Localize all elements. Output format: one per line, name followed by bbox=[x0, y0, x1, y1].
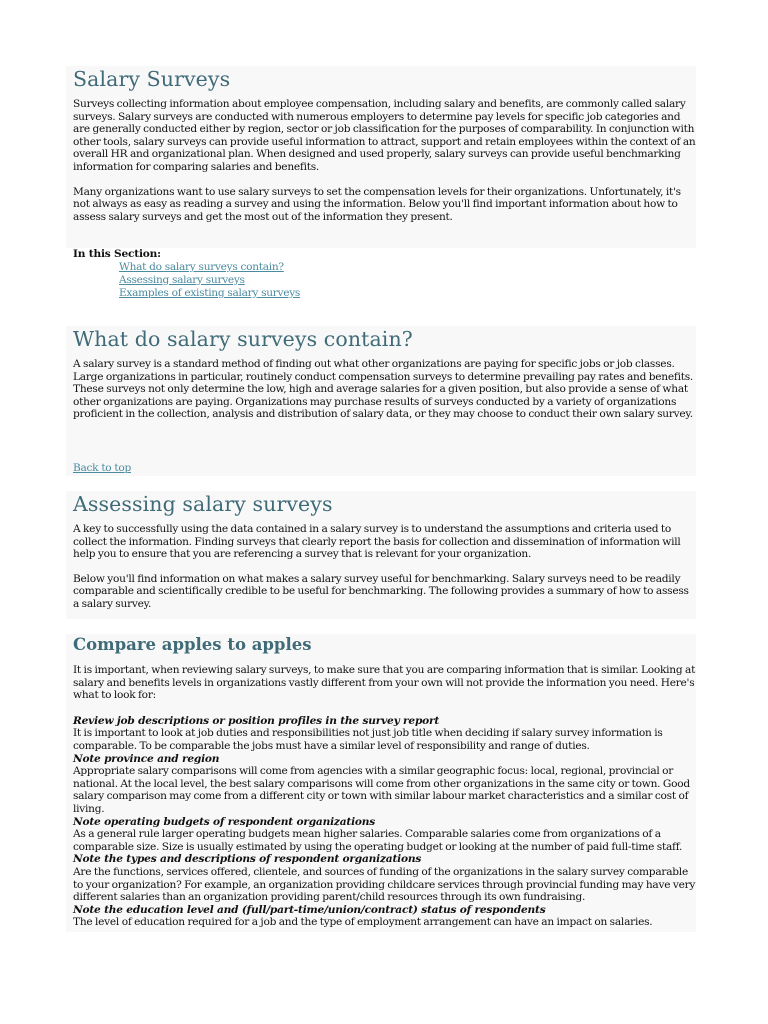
in-this-section-label: In this Section: bbox=[73, 248, 161, 260]
link-assessing-salary-surveys[interactable]: Assessing salary surveys bbox=[119, 273, 245, 286]
link-what-do-salary-surveys-contain[interactable]: What do salary surveys contain? bbox=[119, 260, 284, 273]
item-heading-organization-types: Note the types and descriptions of respondent organizations bbox=[73, 853, 422, 866]
item-heading-province-region: Note province and region bbox=[73, 752, 220, 765]
item-heading-operating-budgets: Note operating budgets of respondent organizations bbox=[73, 815, 376, 828]
salary-surveys-section bbox=[66, 66, 696, 248]
in-this-section bbox=[66, 248, 696, 300]
item-text-job-descriptions: It is important to look at job duties and responsibilities not just job title when deciding if salary survey information is comparable. To be comparable the jobs must have a similar level of responsibility and range of duties. bbox=[73, 727, 663, 752]
item-heading-job-descriptions: Review job descriptions or position profiles in the survey report bbox=[73, 714, 440, 727]
contain-section bbox=[66, 326, 696, 476]
salary-intro-paragraph: Surveys collecting information about employee compensation, including salary and benefits, are commonly called salary surveys. Salary surveys are conducted with numerous employers to determine pay levels for specific job categories and are generally conducted either by region, sector or job classification for the purposes of comparability. In conjunction with other tools, salary surveys can provide useful information to attract, support and retain employees within the context of an overall HR and organizational plan. When designed and used properly, salary surveys can provide useful benchmarking information for comparing salaries and benefits. bbox=[73, 98, 696, 173]
assessing-title: Assessing salary surveys bbox=[73, 492, 333, 516]
assessing-paragraph-1: A key to successfully using the data contained in a salary survey is to understand the assumptions and criteria used to collect the information. Finding surveys that clearly report the basis for collection and dissemination of information will help you to ensure that you are referencing a survey that is relevant for your organization. bbox=[73, 523, 681, 561]
salary-surveys-title: Salary Surveys bbox=[73, 67, 231, 91]
contain-title: What do salary surveys contain? bbox=[73, 327, 413, 351]
item-text-education-level: The level of education required for a job and the type of employment arrangement can have an impact on salaries. bbox=[73, 916, 653, 929]
assessing-section bbox=[66, 491, 696, 619]
item-text-organization-types: Are the functions, services offered, clientele, and sources of funding of the organizations in the salary survey comparable to your organization? For example, an organization providing childcare services through provincial funding may have very different salaries than an organization providing parent/child resources through its own fundraising. bbox=[73, 865, 696, 904]
item-text-operating-budgets: As a general rule larger operating budgets mean higher salaries. Comparable salaries come from organizations of a comparable size. Size is usually estimated by using the operating budget or looking at the number of paid full-time staff. bbox=[73, 828, 683, 853]
item-text-province-region: Appropriate salary comparisons will come from agencies with a similar geographic focus: local, regional, provincial or national. At the local level, the best salary comparisons will come from other organizations in the same city or town. Good salary comparison may come from a different city or town with similar labour market characteristics and a similar cost of living. bbox=[73, 765, 690, 815]
salary-usage-paragraph: Many organizations want to use salary surveys to set the compensation levels for their organizations. Unfortunately, it's not always as easy as reading a survey and using the information. Below you'll find important information about how to assess salary surveys and get the most out of the information they present. bbox=[73, 185, 681, 223]
contain-paragraph: A salary survey is a standard method of finding out what other organizations are paying for specific jobs or job classes. Large organizations in particular, routinely conduct compensation surveys to determine prevailing pay rates and benefits. These surveys not only determine the low, high and average salaries for a given position, but also provide a sense of what other organizations are paying. Organizations may purchase results of surveys conducted by a variety of organizations proficient in the collection, analysis and distribution of salary data, or they may choose to conduct their own salary survey. bbox=[73, 358, 694, 421]
item-heading-education-level: Note the education level and (full/part-time/union/contract) status of respondents bbox=[73, 903, 546, 916]
apples-title: Compare apples to apples bbox=[73, 635, 312, 654]
link-examples-of-existing-salary-surveys[interactable]: Examples of existing salary surveys bbox=[119, 286, 301, 299]
apples-item-list bbox=[73, 715, 696, 929]
apples-intro: It is important, when reviewing salary surveys, to make sure that you are comparing information that is similar. Looking at salary and benefits levels in organizations vastly different from your own will not provide the information you need. Here's what to look for: bbox=[73, 664, 696, 702]
assessing-paragraph-2: Below you'll find information on what makes a salary survey useful for benchmarking. Salary surveys need to be readily comparable and scientifically credible to be useful for benchmarking. The following provides a summary of how to assess a salary survey. bbox=[73, 572, 689, 610]
back-to-top-link[interactable]: Back to top bbox=[73, 462, 131, 474]
section-links bbox=[73, 261, 696, 300]
apples-section bbox=[66, 634, 696, 932]
